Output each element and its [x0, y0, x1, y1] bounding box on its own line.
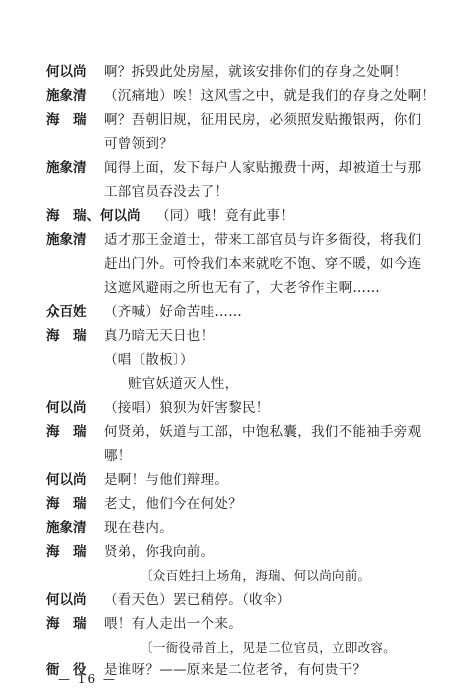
dialogue-text: 工部官员吞没去了！ [104, 184, 229, 200]
dialogue-text: 贤弟，你我向前。 [104, 544, 215, 560]
speaker-name: 海 瑞 [46, 544, 87, 560]
dialogue-text: （沉痛地）唉！这风雪之中，就是我们的存身之处啊！ [104, 88, 436, 104]
dialogue-text: （同）哦！竟有此事！ [156, 208, 294, 224]
speaker-name: 海 瑞 [46, 424, 87, 440]
speaker-name: 施象清 [46, 232, 87, 248]
dialogue-text: 何贤弟，妖道与工部，中饱私囊，我们不能袖手旁观 [104, 424, 422, 440]
speaker-name: 何以尚 [46, 400, 87, 416]
dialogue-text: （唱〔散板〕） [104, 352, 194, 368]
dialogue-text: 啊？吾朝旧规，征用民房，必须照发贴搬银两，你们 [104, 112, 422, 128]
dialogue-text: 〔一衙役帚首上，见是二位官员，立即改容。 [140, 640, 397, 655]
dialogue-text: 是谁呀？——原来是二位老爷，有何贵干？ [104, 662, 367, 678]
dialogue-text: （接唱）狼狈为奸害黎民！ [104, 400, 270, 416]
dialogue-text: （看天色）罢已稍停。（收伞） [104, 592, 291, 608]
speaker-name: 何以尚 [46, 592, 87, 608]
speaker-name: 海 瑞、何以尚 [46, 208, 141, 224]
dialogue-text: 老丈，他们今在何处？ [104, 496, 242, 512]
dialogue-text: 赶出门外。可怜我们本来就吃不饱、穿不暖，如今连 [104, 256, 422, 272]
speaker-name: 海 瑞 [46, 496, 87, 512]
speaker-name: 施象清 [46, 160, 87, 176]
dialogue-text: 这遮风避雨之所也无有了，大老爷作主啊…… [104, 280, 380, 296]
speaker-name: 施象清 [46, 520, 87, 536]
dialogue-text: 喂！有人走出一个来。 [104, 616, 242, 632]
speaker-name: 海 瑞 [46, 616, 87, 632]
speaker-name: 何以尚 [46, 472, 87, 488]
speaker-name: 海 瑞 [46, 112, 87, 128]
dialogue-text: 闻得上面，发下每户人家贴搬费十两，却被道士与那 [104, 160, 422, 176]
speaker-name: 众百姓 [46, 304, 87, 320]
dialogue-text: （齐喊）好命苦哇…… [104, 304, 242, 320]
speaker-name: 衙 役 [46, 662, 87, 678]
speaker-name: 何以尚 [46, 64, 87, 80]
dialogue-text: 可曾领到？ [104, 136, 173, 152]
page-number: — 16 — [58, 672, 117, 686]
dialogue-text: 〔众百姓扫上场角，海瑞、何以尚向前。 [140, 568, 371, 583]
speaker-name: 施象清 [46, 88, 87, 104]
dialogue-text: 现在巷内。 [104, 520, 173, 536]
dialogue-text: 是啊！与他们辩理。 [104, 472, 229, 488]
speaker-name: 海 瑞 [46, 328, 87, 344]
dialogue-text: 啊？拆毁此处房屋，就该安排你们的存身之处啊！ [104, 64, 408, 80]
dialogue-text: 真乃暗无天日也！ [104, 328, 215, 344]
dialogue-text: 哪！ [104, 448, 132, 464]
dialogue-text: 适才那王金道士，带来工部官员与许多衙役，将我们 [104, 232, 422, 248]
dialogue-text: 赃官妖道灭人性， [128, 376, 239, 392]
